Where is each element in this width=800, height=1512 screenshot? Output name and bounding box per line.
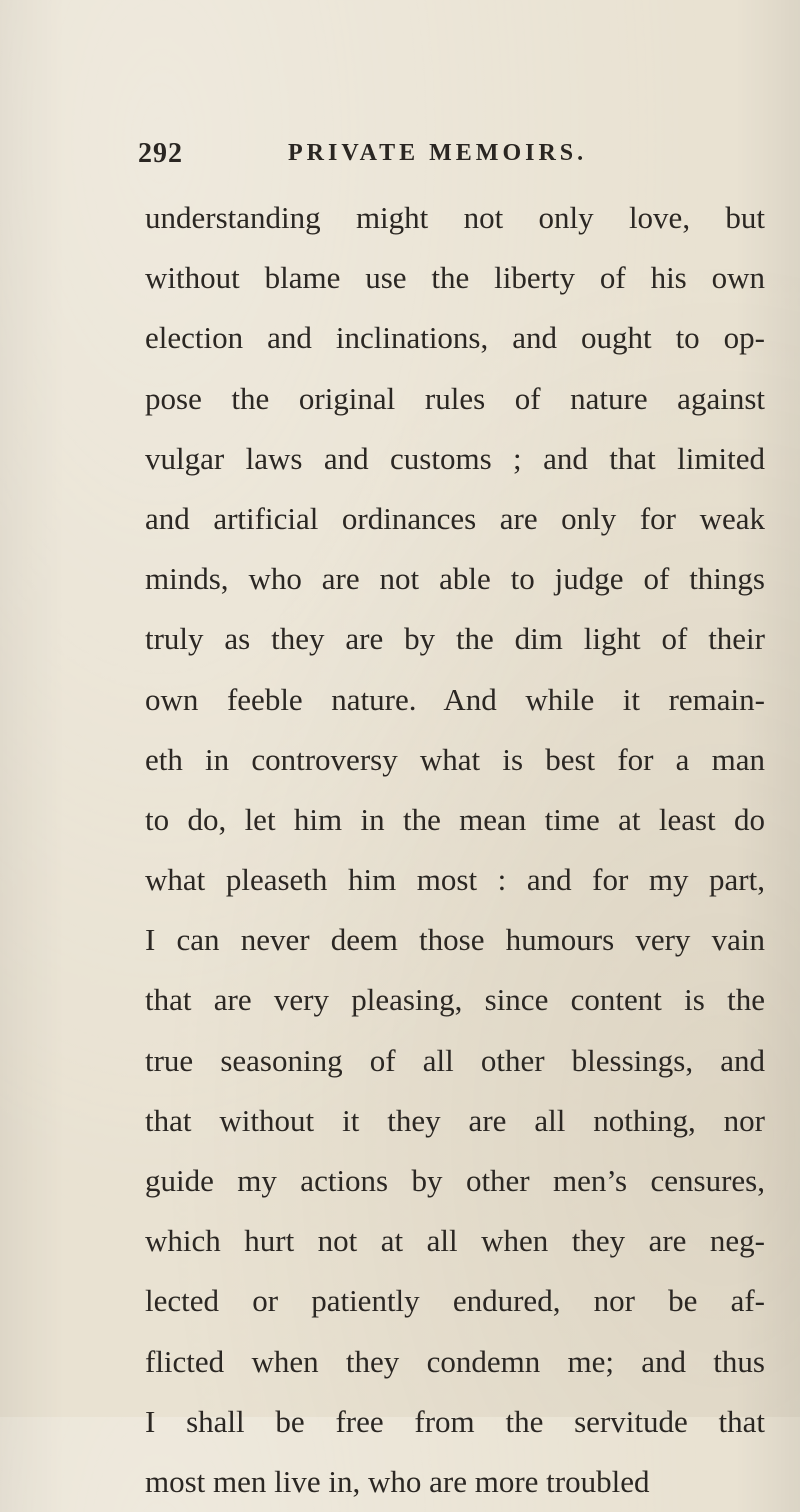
text-line: understanding might not only love, but: [145, 200, 765, 235]
text-line: I shall be free from the servitude that: [145, 1403, 765, 1439]
text-line: pose the original rules of nature against: [145, 380, 765, 416]
text-line: vulgar laws and customs ; and that limited: [145, 440, 765, 476]
text-line: true seasoning of all other blessings, and: [145, 1042, 765, 1078]
text-line: what pleaseth him most : and for my part,: [145, 862, 765, 898]
text-line: without blame use the liberty of his own: [145, 260, 765, 296]
text-line: which hurt not at all when they are neg-: [145, 1223, 765, 1259]
text-line: to do, let him in the mean time at least do: [145, 801, 765, 837]
text-line: lected or patiently endured, nor be af-: [145, 1283, 765, 1319]
text-line: truly as they are by the dim light of their: [145, 621, 765, 657]
text-line: flicted when they condemn me; and thus: [145, 1343, 765, 1379]
text-line: I can never deem those humours very vain: [145, 922, 765, 958]
text-line: election and inclinations, and ought to op-: [145, 320, 765, 356]
text-line: and artificial ordinances are only for weak: [145, 500, 765, 536]
text-line: that are very pleasing, since content is the: [145, 982, 765, 1018]
text-line: guide my actions by other men’s censures,: [145, 1163, 765, 1198]
body-text: [145, 188, 765, 1512]
text-line: minds, who are not able to judge of things: [145, 561, 765, 597]
page-number: 292: [138, 138, 183, 169]
text-line: own feeble nature. And while it remain-: [145, 681, 765, 717]
text-line: that without it they are all nothing, nor: [145, 1102, 765, 1138]
text-line: eth in controversy what is best for a man: [145, 741, 765, 777]
running-head: [138, 138, 738, 178]
text-line: most men live in, who are more troubled: [145, 1463, 650, 1499]
running-title: PRIVATE MEMOIRS.: [288, 140, 588, 166]
